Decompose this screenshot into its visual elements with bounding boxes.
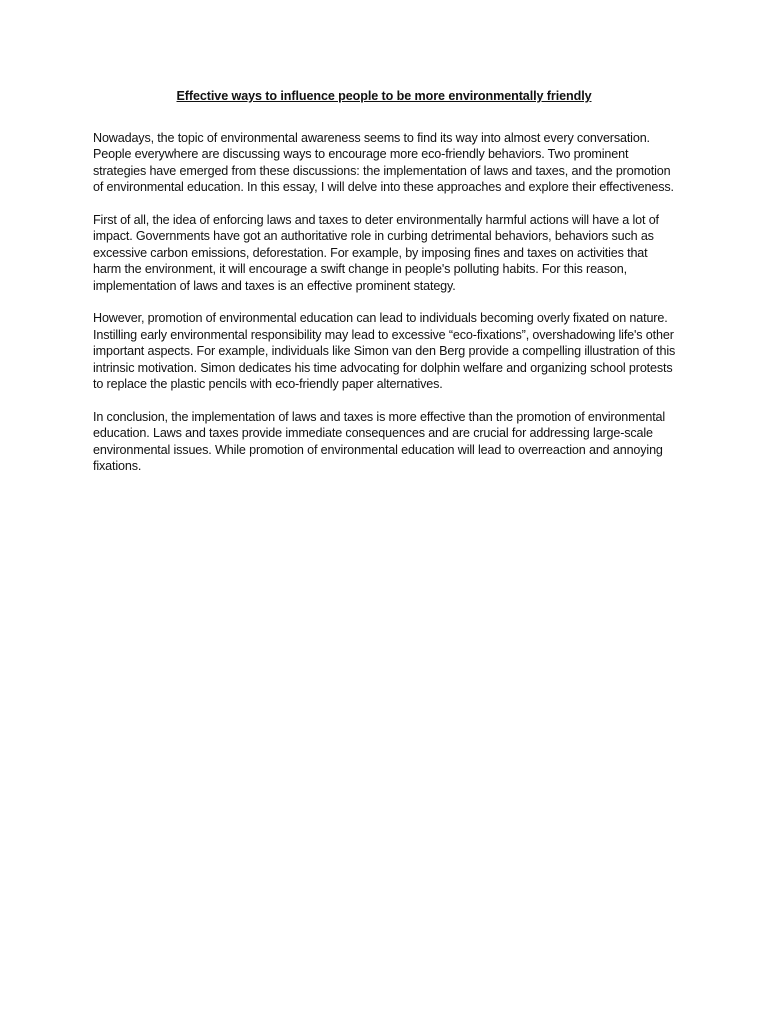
paragraph-conclusion: In conclusion, the implementation of laws and taxes is more effective than the promotion of environmental education. Laws and taxes provide immediate consequences and are crucial for addressing large-scale environmental issues. While promotion of environmental education will lead to overreaction and annoying fixations. [93,409,666,474]
paragraph-introduction: Nowadays, the topic of environmental awareness seems to find its way into almost every conversation. People everywhere are discussing ways to encourage more eco-friendly behaviors. Two prominent strategies have emerged from these discussions: the implementation of laws and taxes, and the promotion of environmental education. In this essay, I will delve into these approaches and explore their effectiveness. [93,131,674,195]
paragraph-laws-and-taxes: First of all, the idea of enforcing laws and taxes to deter environmentally harmful actions will have a lot of impact. Governments have got an authoritative role in curbing detrimental behaviors, behaviors such as excessive carbon emissions, deforestation. For example, by imposing fines and taxes on activities that harm the environment, it will encourage a swift change in people's polluting habits. For this reason, implementation of laws and taxes is an effective prominent stategy. [93,213,659,293]
paragraph-environmental-education: However, promotion of environmental education can lead to individuals becoming overly fixated on nature. Instilling early environmental responsibility may lead to excessive “eco-fixations”, overshadowing life's other important aspects. For example, individuals like Simon van den Berg provide a compelling illustration of this intrinsic motivation. Simon dedicates his time advocating for dolphin welfare and organizing school protests to replace the plastic pencils with eco-friendly paper alternatives. [93,311,676,392]
essay-body [93,130,677,491]
essay-title: Effective ways to influence people to be more environmentally friendly [176,89,592,103]
